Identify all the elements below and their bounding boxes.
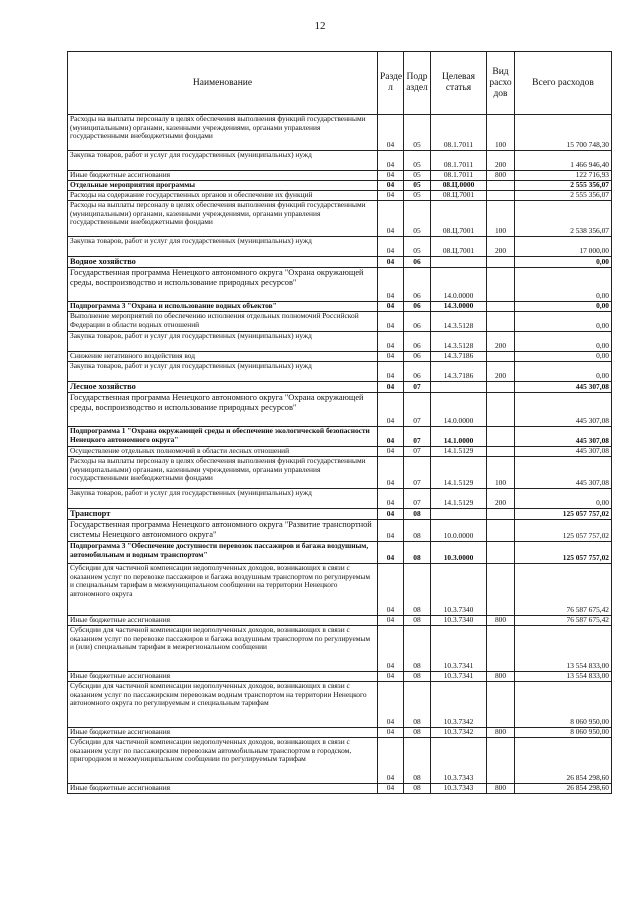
cell-vid: 200 <box>487 151 515 171</box>
cell-podrazdel: 06 <box>404 362 431 382</box>
cell-vid: 800 <box>487 784 515 794</box>
cell-target: 10.3.7343 <box>431 784 487 794</box>
cell-target: 08.Ц.7001 <box>431 237 487 257</box>
cell-name: Транспорт <box>68 509 378 520</box>
cell-total: 0,00 <box>515 362 612 382</box>
cell-vid <box>487 268 515 302</box>
cell-razdel: 04 <box>378 784 404 794</box>
cell-vid <box>487 542 515 564</box>
cell-vid: 100 <box>487 115 515 151</box>
cell-razdel: 04 <box>378 509 404 520</box>
cell-target: 10.3.7342 <box>431 682 487 728</box>
cell-target: 08.Ц.0000 <box>431 181 487 191</box>
cell-total: 445 307,08 <box>515 457 612 489</box>
table-row <box>68 728 612 738</box>
cell-podrazdel: 05 <box>404 151 431 171</box>
cell-name: Лесное хозяйство <box>68 382 378 393</box>
cell-razdel: 04 <box>378 738 404 784</box>
cell-vid <box>487 181 515 191</box>
header-target: Целевая статья <box>431 52 487 115</box>
cell-podrazdel: 08 <box>404 520 431 542</box>
cell-podrazdel: 05 <box>404 115 431 151</box>
cell-target: 10.3.7341 <box>431 626 487 672</box>
cell-total: 445 307,08 <box>515 393 612 427</box>
cell-target: 14.1.5129 <box>431 489 487 509</box>
table-row <box>68 191 612 201</box>
table-row <box>68 427 612 447</box>
cell-razdel: 04 <box>378 171 404 181</box>
cell-razdel: 04 <box>378 237 404 257</box>
cell-name: Подпрограмма 3 "Охрана и использование водных объектов" <box>68 302 378 312</box>
cell-podrazdel: 08 <box>404 616 431 626</box>
cell-target: 14.3.5128 <box>431 312 487 332</box>
cell-target: 10.3.7340 <box>431 564 487 616</box>
cell-vid <box>487 352 515 362</box>
table-row <box>68 489 612 509</box>
cell-podrazdel: 05 <box>404 181 431 191</box>
cell-razdel: 04 <box>378 302 404 312</box>
table-row <box>68 738 612 784</box>
cell-name: Закупка товаров, работ и услуг для государственных (муниципальных) нужд <box>68 362 378 382</box>
cell-name: Закупка товаров, работ и услуг для государственных (муниципальных) нужд <box>68 489 378 509</box>
table-row <box>68 332 612 352</box>
cell-podrazdel: 06 <box>404 352 431 362</box>
cell-razdel: 04 <box>378 151 404 171</box>
header-name: Наименование <box>68 52 378 115</box>
cell-razdel: 04 <box>378 542 404 564</box>
cell-total: 445 307,08 <box>515 427 612 447</box>
cell-podrazdel: 06 <box>404 257 431 268</box>
table-row <box>68 520 612 542</box>
cell-target: 08.1.7011 <box>431 151 487 171</box>
cell-vid <box>487 520 515 542</box>
cell-total: 0,00 <box>515 257 612 268</box>
cell-total: 0,00 <box>515 352 612 362</box>
cell-name: Субсидии для частичной компенсации недополученных доходов, возникающих в связи с оказанием услуг по пассажирским перевозкам автомобильным транспортом в городском, пригородном и межмуниципальном сообщении по регулируемым тарифам <box>68 738 378 784</box>
cell-razdel: 04 <box>378 626 404 672</box>
table-row <box>68 151 612 171</box>
cell-name: Иные бюджетные ассигнования <box>68 728 378 738</box>
cell-podrazdel: 07 <box>404 382 431 393</box>
cell-name: Осуществление отдельных полномочий в области лесных отношений <box>68 447 378 457</box>
cell-total: 76 587 675,42 <box>515 564 612 616</box>
cell-podrazdel: 08 <box>404 564 431 616</box>
cell-total: 445 307,08 <box>515 447 612 457</box>
cell-razdel: 04 <box>378 352 404 362</box>
table-body <box>68 115 612 794</box>
cell-target: 14.0.0000 <box>431 393 487 427</box>
cell-target: 08.Ц.7001 <box>431 191 487 201</box>
cell-name: Иные бюджетные ассигнования <box>68 171 378 181</box>
table-row <box>68 237 612 257</box>
cell-vid: 100 <box>487 201 515 237</box>
cell-total: 125 057 757,02 <box>515 520 612 542</box>
cell-total: 122 716,93 <box>515 171 612 181</box>
cell-name: Иные бюджетные ассигнования <box>68 784 378 794</box>
cell-podrazdel: 05 <box>404 191 431 201</box>
cell-vid <box>487 302 515 312</box>
cell-total: 125 057 757,02 <box>515 542 612 564</box>
cell-target: 14.3.5128 <box>431 332 487 352</box>
table-row <box>68 382 612 393</box>
cell-total: 13 554 833,00 <box>515 672 612 682</box>
table-row <box>68 682 612 728</box>
cell-podrazdel: 08 <box>404 682 431 728</box>
cell-podrazdel: 07 <box>404 427 431 447</box>
cell-total: 15 700 748,30 <box>515 115 612 151</box>
cell-razdel: 04 <box>378 447 404 457</box>
table-row <box>68 171 612 181</box>
table-header-row <box>68 52 612 115</box>
table-row <box>68 181 612 191</box>
cell-vid <box>487 191 515 201</box>
cell-razdel: 04 <box>378 312 404 332</box>
table-row <box>68 509 612 520</box>
cell-razdel: 04 <box>378 393 404 427</box>
cell-razdel: 04 <box>378 520 404 542</box>
cell-target: 08.1.7011 <box>431 115 487 151</box>
cell-target: 14.3.7186 <box>431 362 487 382</box>
cell-podrazdel: 08 <box>404 738 431 784</box>
cell-name: Иные бюджетные ассигнования <box>68 616 378 626</box>
cell-target: 14.1.5129 <box>431 447 487 457</box>
page-number: 12 <box>314 20 326 32</box>
cell-podrazdel: 08 <box>404 784 431 794</box>
cell-total: 13 554 833,00 <box>515 626 612 672</box>
cell-name: Государственная программа Ненецкого автономного округа "Развитие транспортной системы Ненецкого автономного округа" <box>68 520 378 542</box>
cell-name: Закупка товаров, работ и услуг для государственных (муниципальных) нужд <box>68 237 378 257</box>
cell-razdel: 04 <box>378 728 404 738</box>
cell-target: 10.3.7340 <box>431 616 487 626</box>
cell-name: Субсидии для частичной компенсации недополученных доходов, возникающих в связи с оказанием услуг по перевозке пассажиров и багажа воздушным транспортом по регулируемым и (или) специальным тарифам в межрегиональном сообщении <box>68 626 378 672</box>
cell-name: Расходы на выплаты персоналу в целях обеспечения выполнения функций государственными (муниципальными) органами, казенными учреждениями, органами управления государственными внебюджетными фондами <box>68 201 378 237</box>
cell-name: Иные бюджетные ассигнования <box>68 672 378 682</box>
cell-name: Государственная программа Ненецкого автономного округа "Охрана окружающей среды, воспроизводство и использование природных ресурсов" <box>68 268 378 302</box>
table-row <box>68 447 612 457</box>
cell-name: Снижение негативного воздействия вод <box>68 352 378 362</box>
cell-target: 10.3.7342 <box>431 728 487 738</box>
cell-razdel: 04 <box>378 191 404 201</box>
cell-vid: 800 <box>487 728 515 738</box>
cell-razdel: 04 <box>378 257 404 268</box>
cell-podrazdel: 08 <box>404 626 431 672</box>
table-row <box>68 115 612 151</box>
cell-vid <box>487 393 515 427</box>
table-row <box>68 312 612 332</box>
cell-total: 1 466 946,40 <box>515 151 612 171</box>
table-row <box>68 784 612 794</box>
cell-total: 0,00 <box>515 489 612 509</box>
cell-razdel: 04 <box>378 672 404 682</box>
cell-total: 17 000,00 <box>515 237 612 257</box>
cell-vid <box>487 626 515 672</box>
cell-podrazdel: 06 <box>404 332 431 352</box>
cell-podrazdel: 06 <box>404 268 431 302</box>
cell-target: 08.Ц.7001 <box>431 201 487 237</box>
cell-name: Водное хозяйство <box>68 257 378 268</box>
cell-name: Субсидии для частичной компенсации недополученных доходов, возникающих в связи с оказанием услуг по перевозке пассажиров и багажа воздушным транспортом по регулируемым и специальным тарифам в межмуниципальном сообщении на территории Ненецкого автономного округа <box>68 564 378 616</box>
cell-total: 8 060 950,00 <box>515 728 612 738</box>
cell-name: Подпрограмма 1 "Охрана окружающей среды и обеспечение экологической безопасности Ненецкого автономного округа" <box>68 427 378 447</box>
cell-razdel: 04 <box>378 181 404 191</box>
cell-vid: 200 <box>487 362 515 382</box>
cell-total: 0,00 <box>515 332 612 352</box>
cell-podrazdel: 07 <box>404 457 431 489</box>
cell-vid <box>487 682 515 728</box>
cell-vid <box>487 509 515 520</box>
cell-vid <box>487 312 515 332</box>
cell-total: 76 587 675,42 <box>515 616 612 626</box>
cell-vid: 800 <box>487 616 515 626</box>
table-row <box>68 457 612 489</box>
cell-vid: 200 <box>487 489 515 509</box>
cell-razdel: 04 <box>378 382 404 393</box>
cell-podrazdel: 07 <box>404 447 431 457</box>
cell-target <box>431 257 487 268</box>
cell-razdel: 04 <box>378 427 404 447</box>
table-row <box>68 362 612 382</box>
cell-vid <box>487 738 515 784</box>
cell-podrazdel: 07 <box>404 489 431 509</box>
table-row <box>68 257 612 268</box>
cell-total: 2 555 356,07 <box>515 181 612 191</box>
cell-total: 2 555 356,07 <box>515 191 612 201</box>
cell-razdel: 04 <box>378 362 404 382</box>
cell-podrazdel: 05 <box>404 237 431 257</box>
cell-name: Выполнение мероприятий по обеспечению исполнения отдельных полномочий Российской Федерации в области водных отношений <box>68 312 378 332</box>
cell-total: 2 538 356,07 <box>515 201 612 237</box>
cell-vid <box>487 427 515 447</box>
cell-name: Расходы на выплаты персоналу в целях обеспечения выполнения функций государственными (муниципальными) органами, казенными учреждениями, органами управления государственными внебюджетными фондами <box>68 115 378 151</box>
cell-total: 8 060 950,00 <box>515 682 612 728</box>
cell-vid: 800 <box>487 171 515 181</box>
cell-razdel: 04 <box>378 489 404 509</box>
table-row <box>68 302 612 312</box>
cell-name: Подпрограмма 3 "Обеспечение доступности перевозок пассажиров и багажа воздушным, автомобильным и водным транспортом" <box>68 542 378 564</box>
table-row <box>68 542 612 564</box>
table-row <box>68 564 612 616</box>
budget-table <box>67 51 612 794</box>
cell-target <box>431 382 487 393</box>
cell-razdel: 04 <box>378 564 404 616</box>
cell-podrazdel: 05 <box>404 171 431 181</box>
cell-vid <box>487 564 515 616</box>
cell-podrazdel: 08 <box>404 672 431 682</box>
cell-name: Государственная программа Ненецкого автономного округа "Охрана окружающей среды, воспроизводство и использование природных ресурсов" <box>68 393 378 427</box>
cell-name: Закупка товаров, работ и услуг для государственных (муниципальных) нужд <box>68 151 378 171</box>
cell-total: 445 307,08 <box>515 382 612 393</box>
cell-total: 0,00 <box>515 268 612 302</box>
cell-podrazdel: 08 <box>404 728 431 738</box>
header-vid: Вид расхо дов <box>487 52 515 115</box>
cell-razdel: 04 <box>378 616 404 626</box>
cell-podrazdel: 08 <box>404 509 431 520</box>
header-podrazdel: Подр аздел <box>404 52 431 115</box>
cell-target: 14.1.5129 <box>431 457 487 489</box>
cell-total: 125 057 757,02 <box>515 509 612 520</box>
table-row <box>68 201 612 237</box>
header-total: Всего расходов <box>515 52 612 115</box>
cell-razdel: 04 <box>378 115 404 151</box>
cell-target <box>431 509 487 520</box>
cell-total: 26 854 298,60 <box>515 784 612 794</box>
cell-razdel: 04 <box>378 457 404 489</box>
table-row <box>68 626 612 672</box>
cell-name: Закупка товаров, работ и услуг для государственных (муниципальных) нужд <box>68 332 378 352</box>
cell-target: 08.1.7011 <box>431 171 487 181</box>
table-row <box>68 268 612 302</box>
cell-podrazdel: 07 <box>404 393 431 427</box>
cell-razdel: 04 <box>378 201 404 237</box>
header-razdel: Разде л <box>378 52 404 115</box>
table-row <box>68 393 612 427</box>
cell-podrazdel: 06 <box>404 312 431 332</box>
cell-total: 0,00 <box>515 312 612 332</box>
table-row <box>68 352 612 362</box>
cell-name: Субсидии для частичной компенсации недополученных доходов, возникающих в связи с оказанием услуг по пассажирским перевозкам водным транспортом на территории Ненецкого автономного округа по регулируемым и специальным тарифам <box>68 682 378 728</box>
table-row <box>68 616 612 626</box>
cell-vid: 200 <box>487 332 515 352</box>
cell-target: 14.1.0000 <box>431 427 487 447</box>
cell-target: 14.3.0000 <box>431 302 487 312</box>
cell-name: Отдельные мероприятия программы <box>68 181 378 191</box>
cell-target: 14.0.0000 <box>431 268 487 302</box>
cell-podrazdel: 06 <box>404 302 431 312</box>
cell-target: 10.3.7343 <box>431 738 487 784</box>
cell-vid <box>487 257 515 268</box>
table-row <box>68 672 612 682</box>
cell-vid: 800 <box>487 672 515 682</box>
cell-podrazdel: 08 <box>404 542 431 564</box>
cell-razdel: 04 <box>378 332 404 352</box>
cell-total: 26 854 298,60 <box>515 738 612 784</box>
cell-target: 10.0.0000 <box>431 520 487 542</box>
cell-vid: 200 <box>487 237 515 257</box>
cell-target: 14.3.7186 <box>431 352 487 362</box>
cell-name: Расходы на выплаты персоналу в целях обеспечения выполнения функций государственными (муниципальными) органами, казенными учреждениями, органами управления государственными внебюджетными фондами <box>68 457 378 489</box>
cell-total: 0,00 <box>515 302 612 312</box>
cell-razdel: 04 <box>378 268 404 302</box>
cell-name: Расходы на содержание государственных органов и обеспечение их функций <box>68 191 378 201</box>
cell-vid: 100 <box>487 457 515 489</box>
cell-vid <box>487 382 515 393</box>
cell-vid <box>487 447 515 457</box>
cell-podrazdel: 05 <box>404 201 431 237</box>
cell-razdel: 04 <box>378 682 404 728</box>
cell-target: 10.3.0000 <box>431 542 487 564</box>
cell-target: 10.3.7341 <box>431 672 487 682</box>
